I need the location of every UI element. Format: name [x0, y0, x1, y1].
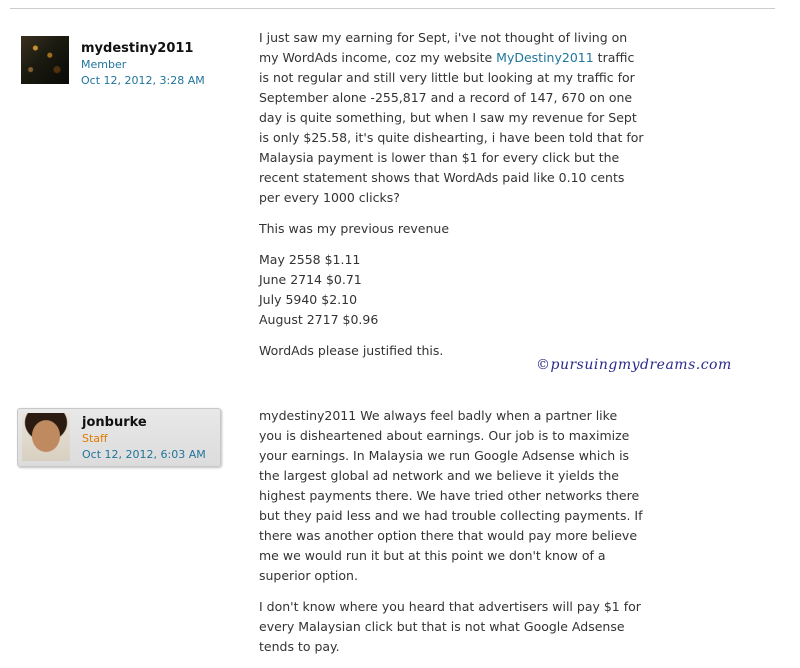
mydestiny2011-link[interactable]: MyDestiny2011	[496, 50, 594, 65]
post-date-link[interactable]: Oct 12, 2012, 3:28 AM	[81, 74, 205, 87]
revenue-line: May 2558 $1.11	[259, 252, 361, 267]
post-paragraph: mydestiny2011 We always feel badly when a partner like you is disheartened about earnings. Our job is to maximize your earnings. In Malaysia we run Google Adsense which is the largest global ad network and we believe it yields the highest payments there. We have tried other networks there but they paid less and we had trouble collecting payments. If there was another option there that would pay more believe me we would run it but at this point we don't know of a superior option.	[259, 408, 643, 583]
post-paragraph: This was my previous revenue	[259, 221, 450, 236]
avatar[interactable]	[21, 36, 69, 84]
top-divider	[10, 8, 775, 9]
author-name[interactable]: jonburke	[82, 415, 147, 430]
avatar[interactable]	[22, 413, 70, 461]
author-role: Staff	[82, 432, 108, 445]
post-paragraph: I don't know where you heard that advertisers will pay $1 for every Malaysian click but that is not what Google Adsense tends to pay.	[259, 599, 641, 654]
revenue-line: July 5940 $2.10	[259, 292, 358, 307]
revenue-line: June 2714 $0.71	[259, 272, 362, 287]
post-paragraph: WordAds please justified this.	[259, 343, 444, 358]
post-text: traffic is not regular and still very little but looking at my traffic for September alone -255,817 and a record of 147, 670 on one day is quite something, but when I saw my revenue for Sept is only $25.58, it's quite dishearting, i have been told that for Malaysia payment is lower than $1 for every click but the recent statement shows that WordAds paid like 0.10 cents per every 1000 clicks?	[259, 50, 644, 205]
post-date-link[interactable]: Oct 12, 2012, 6:03 AM	[82, 448, 206, 461]
post-text: I just saw my earning for Sept, i've not thought of living on my WordAds income, coz my website	[259, 30, 628, 65]
post-paragraph	[259, 28, 644, 208]
post-body	[259, 406, 644, 668]
post-body	[259, 28, 644, 372]
revenue-list	[259, 250, 644, 330]
watermark: ©pursuingmydreams.com	[536, 357, 732, 373]
author-name[interactable]: mydestiny2011	[81, 41, 194, 56]
post-author-block-staff	[17, 408, 221, 467]
post-author-block	[20, 35, 210, 85]
author-role: Member	[81, 58, 127, 71]
revenue-line: August 2717 $0.96	[259, 312, 379, 327]
